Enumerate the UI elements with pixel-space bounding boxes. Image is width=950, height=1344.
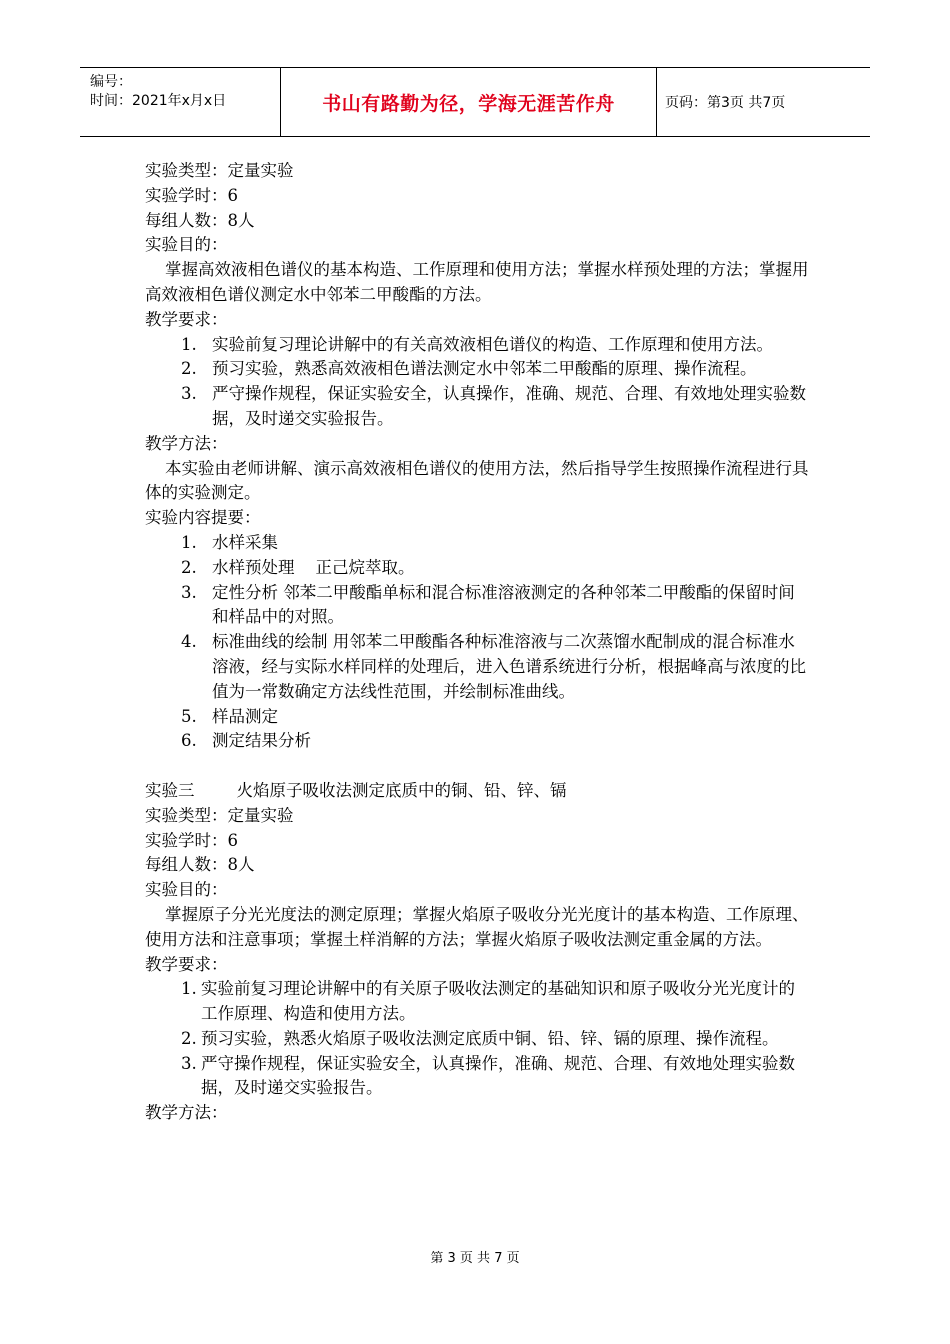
- exp3-type: 实验类型：定量实验: [145, 805, 294, 825]
- exp3-title: 实验三 火焰原子吸收法测定底质中的铜、铅、锌、镉: [145, 780, 567, 800]
- list-item: 5. 样品测定: [181, 706, 278, 726]
- header-time: 时间：2021年x月x日: [90, 93, 227, 109]
- list-item: 3. 严守操作规程，保证实验安全，认真操作，准确、规范、合理、有效地处理实验数据，及时递交实验报告。: [181, 1053, 795, 1098]
- list-item: 1. 实验前复习理论讲解中的有关原子吸收法测定的基础知识和原子吸收分光光度计的工作原理、构造和使用方法。: [181, 979, 795, 1024]
- exp2-hours: 实验学时：6: [145, 185, 238, 205]
- list-item: 4. 标准曲线的绘制 用邻苯二甲酸酯各种标准溶液与二次蒸馏水配制成的混合标准水溶液，经与实际水样同样的处理后，进入色谱系统进行分析，根据峰高与浓度的比值为一常数确定方法线性范围，并绘制标准曲线。: [181, 632, 806, 701]
- exp2-requirements-list: [145, 333, 825, 432]
- list-item: 2. 预习实验，熟悉火焰原子吸收法测定底质中铜、铅、锌、镉的原理、操作流程。: [181, 1028, 779, 1048]
- header-page-info: 页码：第3页 共7页: [665, 95, 786, 111]
- exp3-purpose-text: 掌握原子分光光度法的测定原理；掌握火焰原子吸收分光光度计的基本构造、工作原理、使用方法和注意事项；掌握土样消解的方法；掌握火焰原子吸收法测定重金属的方法。: [145, 904, 809, 949]
- list-item: 3. 定性分析 邻苯二甲酸酯单标和混合标准溶液测定的各种邻苯二甲酸酯的保留时间和样品中的对照。: [181, 582, 795, 627]
- list-item: 2. 水样预处理 正己烷萃取。: [181, 557, 415, 577]
- page-footer: 第 3 页 共 7 页: [430, 1251, 520, 1266]
- exp2-content-label: 实验内容提要：: [145, 508, 261, 528]
- section-gap: [145, 754, 825, 779]
- list-item: 2. 预习实验，熟悉高效液相色谱法测定水中邻苯二甲酸酯的原理、操作流程。: [181, 359, 757, 379]
- exp3-group: 每组人数：8人: [145, 855, 255, 875]
- exp2-group: 每组人数：8人: [145, 210, 255, 230]
- exp2-req-label: 教学要求：: [145, 309, 228, 329]
- list-item: 6. 测定结果分析: [181, 731, 311, 751]
- exp2-method-text: 本实验由老师讲解、演示高效液相色谱仪的使用方法，然后指导学生按照操作流程进行具体的实验测定。: [145, 458, 809, 503]
- list-item: 3. 严守操作规程，保证实验安全，认真操作，准确、规范、合理、有效地处理实验数据，及时递交实验报告。: [181, 384, 806, 428]
- list-item: 1. 实验前复习理论讲解中的有关高效液相色谱仪的构造、工作原理和使用方法。: [181, 334, 773, 354]
- page-header: [80, 67, 870, 137]
- exp3-requirements-list: [145, 977, 825, 1101]
- header-number: 编号：: [90, 74, 132, 90]
- exp3-req-label: 教学要求：: [145, 954, 228, 974]
- list-item: 1. 水样采集: [181, 532, 278, 552]
- document-body: [145, 159, 825, 1126]
- exp2-purpose-label: 实验目的：: [145, 235, 228, 255]
- exp3-purpose-label: 实验目的：: [145, 880, 228, 900]
- exp2-method-label: 教学方法：: [145, 433, 228, 453]
- exp3-hours: 实验学时：6: [145, 830, 238, 850]
- exp3-method-label: 教学方法：: [145, 1103, 228, 1123]
- header-meta: [80, 68, 281, 136]
- header-motto: 书山有路勤为径，学海无涯苦作舟: [281, 68, 657, 136]
- exp2-contents-list: [145, 531, 825, 754]
- exp2-purpose-text: 掌握高效液相色谱仪的基本构造、工作原理和使用方法；掌握水样预处理的方法；掌握用高效液相色谱仪测定水中邻苯二甲酸酯的方法。: [145, 260, 809, 304]
- exp2-type: 实验类型：定量实验: [145, 161, 294, 180]
